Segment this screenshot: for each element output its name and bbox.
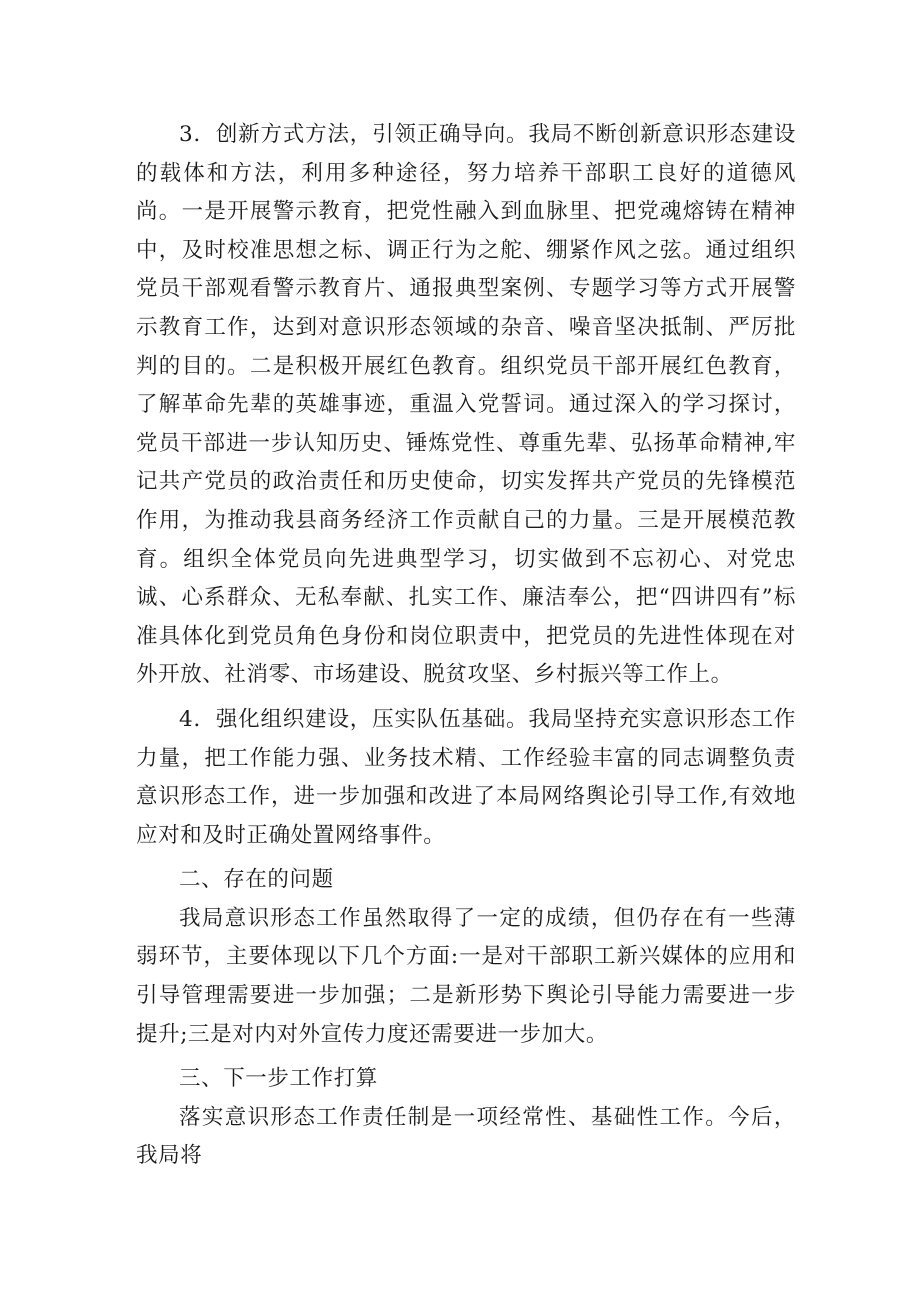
document-page bbox=[136, 116, 796, 1176]
paragraph-organization-building: 4．强化组织建设，压实队伍基础。我局坚持充实意识形态工作力量，把工作能力强、业务技术精、工作经验丰富的同志调整负责意识形态工作，进一步加强和改进了本局网络舆论引导工作,有效地应对和及时正确处置网络事件。 bbox=[136, 706, 796, 848]
paragraph-problems: 我局意识形态工作虽然取得了一定的成绩，但仍存在有一些薄弱环节，主要体现以下几个方面:一是对干部职工新兴媒体的应用和引导管理需要进一步加强；二是新形势下舆论引导能力需要进一步提升;三是对内对外宣传力度还需要进一步加大。 bbox=[136, 905, 796, 1047]
section-heading-next-steps: 三、下一步工作打算 bbox=[179, 1066, 378, 1092]
section-heading-problems: 二、存在的问题 bbox=[179, 867, 334, 893]
paragraph-next-steps: 落实意识形态工作责任制是一项经常性、基础性工作。今后，我局将 bbox=[136, 1104, 796, 1169]
paragraph-innovate-methods: 3．创新方式方法，引领正确导向。我局不断创新意识形态建设的载体和方法，利用多种途径，努力培养干部职工良好的道德风尚。一是开展警示教育，把党性融入到血脉里、把党魂熔铸在精神中，及时校准思想之标、调正行为之舵、绷紧作风之弦。通过组织党员干部观看警示教育片、通报典型案例、专题学习等方式开展警示教育工作，达到对意识形态领域的杂音、噪音坚决抵制、严厉批判的目的。二是积极开展红色教育。组织党员干部开展红色教育，了解革命先辈的英雄事迹，重温入党誓词。通过深入的学习探讨，党员干部进一步认知历史、锤炼党性、尊重先辈、弘扬革命精神,牢记共产党员的政治责任和历史使命，切实发挥共产党员的先锋模范作用，为推动我县商务经济工作贡献自己的力量。三是开展模范教育。组织全体党员向先进典型学习，切实做到不忘初心、对党忠诚、心系群众、无私奉献、扎实工作、廉洁奉公，把“四讲四有”标准具体化到党员角色身份和岗位职责中，把党员的先进性体现在对外开放、社消零、市场建设、脱贫攻坚、乡村振兴等工作上。 bbox=[136, 122, 796, 688]
